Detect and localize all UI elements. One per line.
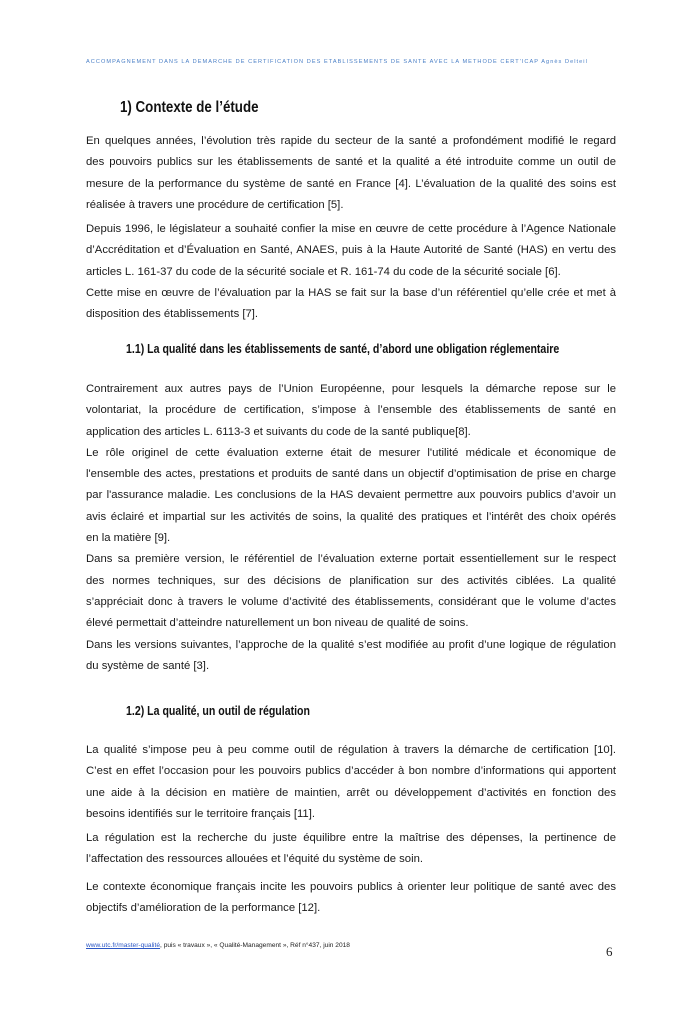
text-line: Cette mise en œuvre de l’évaluation par la HAS se fait sur la base d’un référentiel qu’elle crée et met à xyxy=(86,286,616,299)
section-heading-contexte: 1) Contexte de l’étude xyxy=(120,99,259,116)
text-line: du système de santé [3]. xyxy=(86,659,210,672)
text-line: l’affectation des ressources allouées et l’équité du système de soin. xyxy=(86,853,424,866)
subsection-heading-obligation: 1.1) La qualité dans les établissements de santé, d’abord une obligation réglementaire xyxy=(126,342,560,356)
paragraph-regulation-3 xyxy=(86,877,616,920)
text-line: besoins identifiés sur le territoire français [11]. xyxy=(86,807,315,820)
text-line: articles L. 161-37 du code de la sécurité sociale et R. 161-74 du code de la sécurité sociale [6]. xyxy=(86,265,561,278)
subsection-heading-regulation: 1.2) La qualité, un outil de régulation xyxy=(126,704,310,718)
text-line: en la matière [9]. xyxy=(86,532,171,545)
text-line: volontariat, la procédure de certification, s’impose à l’ensemble des établissements de santé en xyxy=(86,404,616,417)
text-line: l'ensemble des actes, prestations et produits de santé dans un objectif d’optimisation de prise en charge xyxy=(86,468,616,481)
text-line: Dans sa première version, le référentiel de l’évaluation externe portait essentiellement sur le respect xyxy=(86,553,616,566)
footer-url-link[interactable]: www.utc.fr/master-qualité xyxy=(86,942,161,949)
text-line: C’est en effet l’occasion pour les pouvoirs publics d’accéder à bon nombre d’informations qui apportent xyxy=(86,765,616,778)
text-line: réalisée à travers une procédure de certification [5]. xyxy=(86,198,344,211)
text-line: une aide à la décision en matière de maintien, arrêt ou développement d’activités en fonction des xyxy=(86,786,616,799)
text-line: La qualité s’impose peu à peu comme outil de régulation à travers la démarche de certification [10]. xyxy=(86,744,616,756)
text-line: disposition des établissements [7]. xyxy=(86,308,259,321)
text-line: application des articles L. 6113-3 et suivants du code de la santé publique[8]. xyxy=(86,425,471,438)
text-line: par l'assurance maladie. Les conclusions de la HAS devaient permettre aux pouvoirs publics d’avoir un xyxy=(86,489,616,502)
text-line: des normes techniques, sur des décisions de planification sur des activités ciblées. La qualité xyxy=(86,574,616,587)
running-header: ACCOMPAGNEMENT DANS LA DEMARCHE DE CERTIFICATION DES ETABLISSEMENTS DE SANTÉ AVEC LA METHODE CERT'ICAP Agnès Delteil xyxy=(86,59,588,65)
footer-reference xyxy=(86,942,350,949)
text-line: Dans les versions suivantes, l’approche de la qualité s’est modifiée au profit d’une logique de régulation xyxy=(86,638,616,651)
text-line: des pouvoirs publics sur les établissements de santé et la qualité a été introduite comme un outil de xyxy=(86,156,616,169)
text-line: s’appréciait donc à travers le volume d’activité des établissements, considérant que le volume d’actes xyxy=(86,595,616,608)
text-line: Contrairement aux autres pays de l’Union Européenne, pour lesquels la démarche repose sur le xyxy=(86,383,616,395)
paragraph-regulation-2 xyxy=(86,828,616,871)
paragraph-contexte-2 xyxy=(86,219,616,325)
text-line: Le contexte économique français incite les pouvoirs publics à orienter leur politique de santé avec des xyxy=(86,881,616,893)
paragraph-contexte-1 xyxy=(86,131,616,216)
text-line: d’Accréditation et d’Évaluation en Santé, ANAES, puis à la Haute Autorité de Santé (HAS) en vertu des xyxy=(86,244,616,257)
footer-reference-text: , puis « travaux », « Qualité-Management », Réf n°437, juin 2018 xyxy=(160,942,350,949)
page-number: 6 xyxy=(606,944,613,959)
text-line: En quelques années, l’évolution très rapide du secteur de la santé a profondément modifié le regard xyxy=(86,135,616,147)
text-line: objectifs d’amélioration de la performance [12]. xyxy=(86,902,321,915)
paragraph-regulation-1 xyxy=(86,740,616,825)
paragraph-obligation xyxy=(86,379,616,677)
text-line: La régulation est la recherche du juste équilibre entre la maîtrise des dépenses, la pertinence de xyxy=(86,832,616,844)
text-line: Le rôle originel de cette évaluation externe était de mesurer l'utilité médicale et économique de xyxy=(86,446,616,459)
text-line: Depuis 1996, le législateur a souhaité confier la mise en œuvre de cette procédure à l’Agence Nationale xyxy=(86,223,616,235)
text-line: élevé permettait d’atteindre naturellement un bon niveau de qualité de soins. xyxy=(86,617,469,630)
text-line: avis éclairé et impartial sur les activités de soins, la qualité des pratiques et l’intérêt des choix opérés xyxy=(86,510,616,523)
text-line: mesure de la performance du système de santé en France [4]. L’évaluation de la qualité des soins est xyxy=(86,177,616,190)
